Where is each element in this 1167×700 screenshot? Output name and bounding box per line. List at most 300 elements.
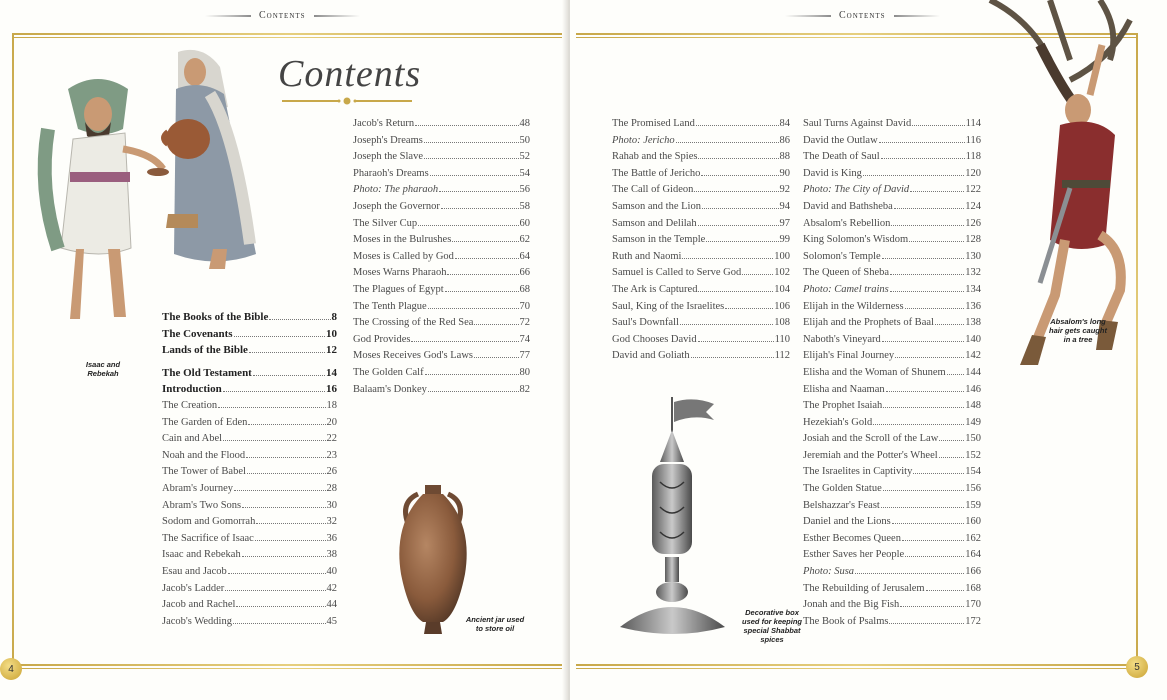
toc-entry-title: Joseph the Governor xyxy=(353,200,440,212)
toc-entry-title: Elijah in the Wilderness xyxy=(803,300,904,312)
toc-entry-page: 138 xyxy=(965,317,981,329)
toc-entry-title: Abram's Journey xyxy=(162,482,234,494)
gold-rule-bottom xyxy=(576,664,1136,666)
toc-entry-page: 38 xyxy=(326,549,337,561)
gold-rule-bottom xyxy=(14,664,562,666)
toc-leader-dots xyxy=(881,507,964,508)
toc-entry-title: The Garden of Eden xyxy=(162,416,248,428)
toc-entry-page: 126 xyxy=(965,217,981,229)
toc-entry-title: Naboth's Vineyard xyxy=(803,333,881,345)
toc-entry-page: 168 xyxy=(965,582,981,594)
toc-leader-dots xyxy=(234,336,325,337)
toc-leader-dots xyxy=(696,125,779,126)
toc-entry-page: 132 xyxy=(965,267,981,279)
toc-entry-title: Abram's Two Sons xyxy=(162,499,242,511)
toc-entry-title: Moses Warns Pharaoh xyxy=(353,267,447,279)
toc-entry xyxy=(612,118,790,135)
toc-entry-page: 120 xyxy=(965,167,981,179)
toc-leader-dots xyxy=(418,225,518,226)
toc-entry-page: 28 xyxy=(326,482,337,494)
toc-entry-title: The Golden Statue xyxy=(803,483,882,495)
toc-entry-page: 48 xyxy=(519,118,530,129)
toc-leader-dots xyxy=(441,208,519,209)
toc-entry xyxy=(612,334,790,351)
toc-entry-title: Lands of the Bible xyxy=(162,344,248,357)
toc-entry xyxy=(612,301,790,318)
toc-entry xyxy=(353,267,530,284)
toc-leader-dots xyxy=(881,158,965,159)
toc-entry xyxy=(353,135,530,152)
left-page xyxy=(0,0,568,700)
toc-entry-title: Cain and Abel xyxy=(162,433,223,445)
toc-column-4 xyxy=(803,118,981,632)
toc-entry-title: The Call of Gideon xyxy=(612,184,694,196)
toc-entry-page: 108 xyxy=(774,317,790,329)
toc-leader-dots xyxy=(894,208,964,209)
toc-entry-page: 148 xyxy=(965,400,981,412)
toc-leader-dots xyxy=(691,357,774,358)
toc-entry xyxy=(162,516,337,533)
toc-leader-dots xyxy=(900,606,964,607)
toc-entry xyxy=(803,400,981,417)
toc-entry-page: 12 xyxy=(326,344,337,357)
toc-entry-page: 140 xyxy=(965,333,981,345)
toc-entry-page: 18 xyxy=(326,399,337,411)
toc-entry-title: The Battle of Jericho xyxy=(612,167,701,179)
gold-rule-bottom-thin xyxy=(576,668,1136,669)
toc-entry-title: God Provides xyxy=(353,333,411,345)
gold-rule-side xyxy=(12,33,14,670)
toc-entry-title: The Promised Land xyxy=(612,118,695,129)
toc-entry-page: 110 xyxy=(774,333,790,345)
toc-entry xyxy=(803,384,981,401)
toc-entry xyxy=(803,516,981,533)
toc-entry-title: The Book of Psalms xyxy=(803,615,889,627)
toc-entry-title: Esther Becomes Queen xyxy=(803,532,901,544)
toc-entry-page: 152 xyxy=(965,449,981,461)
toc-entry-title: Jacob's Return xyxy=(353,118,415,129)
toc-entry xyxy=(803,583,981,600)
toc-leader-dots xyxy=(447,274,518,275)
toc-entry-title: Samson in the Temple xyxy=(612,234,706,246)
toc-leader-dots xyxy=(428,391,519,392)
toc-entry xyxy=(162,549,337,566)
toc-entry-page: 172 xyxy=(965,615,981,627)
toc-entry xyxy=(612,317,790,334)
toc-entry-title: Noah and the Flood xyxy=(162,449,246,461)
toc-leader-dots xyxy=(909,241,964,242)
toc-leader-dots xyxy=(233,623,326,624)
toc-entry-title: Elisha and the Woman of Shunem xyxy=(803,366,946,378)
toc-leader-dots xyxy=(676,142,779,143)
toc-entry xyxy=(162,500,337,517)
toc-leader-dots xyxy=(905,556,964,557)
toc-leader-dots xyxy=(895,357,964,358)
title-ornament xyxy=(282,96,412,106)
toc-entry-page: 92 xyxy=(779,184,790,196)
toc-leader-dots xyxy=(926,590,965,591)
toc-entry-title: Saul's Downfall xyxy=(612,317,679,329)
toc-entry xyxy=(612,168,790,185)
toc-entry-title: The Israelites in Captivity xyxy=(803,466,913,478)
caption-absalom: Absalom's long hair gets caught in a tree xyxy=(1049,317,1107,344)
toc-entry-title: Joseph the Slave xyxy=(353,151,423,163)
toc-entry xyxy=(803,433,981,450)
toc-entry-title: The Prophet Isaiah xyxy=(803,400,883,412)
toc-entry xyxy=(353,201,530,218)
toc-entry xyxy=(353,367,530,384)
spice-box-illustration xyxy=(610,392,735,642)
toc-leader-dots xyxy=(873,424,964,425)
toc-entry xyxy=(612,135,790,152)
toc-entry-page: 23 xyxy=(326,449,337,461)
toc-entry-title: Solomon's Temple xyxy=(803,250,881,262)
toc-leader-dots xyxy=(474,357,519,358)
toc-entry xyxy=(162,417,337,434)
toc-entry-title: The Covenants xyxy=(162,327,233,340)
toc-entry-page: 116 xyxy=(965,134,981,146)
toc-entry xyxy=(162,311,337,328)
toc-entry xyxy=(803,350,981,367)
toc-entry-title: Jacob's Wedding xyxy=(162,615,232,627)
toc-entry-title: Introduction xyxy=(162,383,222,396)
toc-entry xyxy=(353,118,530,135)
toc-column-1 xyxy=(162,311,337,632)
toc-entry-title: King Solomon's Wisdom xyxy=(803,234,909,246)
toc-entry-title: Josiah and the Scroll of the Law xyxy=(803,433,939,445)
toc-leader-dots xyxy=(223,391,325,392)
toc-leader-dots xyxy=(913,473,964,474)
toc-leader-dots xyxy=(706,241,778,242)
toc-leader-dots xyxy=(698,341,774,342)
page-title: Contents xyxy=(278,53,422,95)
toc-entry-title: The Golden Calf xyxy=(353,366,424,378)
toc-entry xyxy=(612,251,790,268)
toc-entry-title: Moses Receives God's Laws xyxy=(353,350,473,362)
toc-entry xyxy=(803,184,981,201)
running-head-left xyxy=(205,10,360,21)
toc-entry xyxy=(803,450,981,467)
toc-entry xyxy=(803,168,981,185)
toc-entry-title: Isaac and Rebekah xyxy=(162,549,241,561)
toc-leader-dots xyxy=(225,590,325,591)
toc-entry-title: Saul Turns Against David xyxy=(803,118,912,129)
toc-entry-page: 170 xyxy=(965,599,981,611)
toc-leader-dots xyxy=(218,407,325,408)
toc-leader-dots xyxy=(248,424,325,425)
toc-entry xyxy=(803,417,981,434)
toc-leader-dots xyxy=(890,291,965,292)
toc-entry xyxy=(162,400,337,417)
toc-entry-page: 164 xyxy=(965,549,981,561)
toc-entry-title: The Books of the Bible xyxy=(162,311,269,323)
toc-entry-page: 94 xyxy=(779,200,790,212)
toc-entry xyxy=(803,549,981,566)
toc-leader-dots xyxy=(415,125,518,126)
toc-entry-page: 16 xyxy=(326,383,337,396)
toc-leader-dots xyxy=(452,241,518,242)
toc-entry-title: The Queen of Sheba xyxy=(803,267,890,279)
toc-entry-page: 62 xyxy=(519,234,530,246)
toc-leader-dots xyxy=(742,274,773,275)
toc-entry-page: 60 xyxy=(519,217,530,229)
gold-rule-bottom-thin xyxy=(14,668,562,669)
toc-entry xyxy=(162,599,337,616)
toc-leader-dots xyxy=(882,341,964,342)
toc-leader-dots xyxy=(424,142,519,143)
toc-entry-page: 22 xyxy=(326,433,337,445)
toc-entry-title: Sodom and Gomorrah xyxy=(162,516,256,528)
toc-entry-page: 142 xyxy=(965,350,981,362)
page-number-right: 5 xyxy=(1126,656,1148,678)
toc-leader-dots xyxy=(242,507,325,508)
toc-entry-title: Ruth and Naomi xyxy=(612,250,682,262)
toc-entry-page: 102 xyxy=(774,267,790,279)
toc-entry-title: David is King xyxy=(803,167,862,179)
toc-entry-page: 166 xyxy=(965,566,981,578)
toc-leader-dots xyxy=(228,573,326,574)
toc-entry xyxy=(353,168,530,185)
toc-column-2 xyxy=(353,118,530,400)
toc-entry-title: The Rebuilding of Jerusalem xyxy=(803,582,925,594)
toc-entry xyxy=(353,284,530,301)
toc-entry xyxy=(162,616,337,633)
toc-entry xyxy=(803,367,981,384)
toc-entry-page: 44 xyxy=(326,599,337,611)
gold-rule-top xyxy=(14,33,562,35)
toc-leader-dots xyxy=(445,291,519,292)
toc-leader-dots xyxy=(892,523,964,524)
toc-entry xyxy=(353,334,530,351)
toc-entry xyxy=(162,583,337,600)
toc-entry xyxy=(803,234,981,251)
toc-entry-page: 154 xyxy=(965,466,981,478)
toc-entry-title: Esau and Jacob xyxy=(162,565,227,577)
toc-entry-title: Belshazzar's Feast xyxy=(803,499,880,511)
toc-entry-title: The Plagues of Egypt xyxy=(353,283,444,295)
ornament-left xyxy=(785,15,831,17)
toc-entry-title: Photo: Camel trains xyxy=(803,283,889,295)
toc-entry-page: 56 xyxy=(519,184,530,196)
caption-isaac-rebekah: Isaac and Rebekah xyxy=(85,360,121,378)
toc-column-3 xyxy=(612,118,790,367)
toc-entry xyxy=(803,566,981,583)
toc-entry-page: 32 xyxy=(326,516,337,528)
ornament-right xyxy=(314,15,360,17)
toc-entry-title: Saul, King of the Israelites xyxy=(612,300,725,312)
toc-leader-dots xyxy=(439,191,518,192)
toc-entry-title: The Ark is Captured xyxy=(612,283,698,295)
toc-leader-dots xyxy=(701,175,778,176)
toc-entry xyxy=(803,201,981,218)
toc-entry-title: Photo: Susa xyxy=(803,566,855,578)
toc-entry xyxy=(162,433,337,450)
right-page xyxy=(570,0,1167,700)
toc-entry-page: 68 xyxy=(519,283,530,295)
toc-leader-dots xyxy=(680,324,773,325)
toc-entry-page: 156 xyxy=(965,483,981,495)
toc-entry xyxy=(162,367,337,384)
toc-entry-title: David and Bathsheba xyxy=(803,200,893,212)
toc-entry-title: Photo: The City of David xyxy=(803,184,910,196)
toc-entry-page: 70 xyxy=(519,300,530,312)
toc-entry-title: Photo: The pharaoh xyxy=(353,184,439,196)
toc-entry xyxy=(803,334,981,351)
toc-entry xyxy=(612,201,790,218)
page-number-left: 4 xyxy=(0,658,22,680)
toc-entry-title: David the Outlaw xyxy=(803,134,878,146)
toc-entry xyxy=(803,500,981,517)
toc-entry-page: 72 xyxy=(519,317,530,329)
toc-entry xyxy=(353,384,530,401)
toc-leader-dots xyxy=(249,352,325,353)
toc-leader-dots xyxy=(430,175,519,176)
caption-jar: Ancient jar used to store oil xyxy=(465,615,525,633)
toc-leader-dots xyxy=(939,440,964,441)
toc-entry-title: Jacob and Rachel xyxy=(162,599,236,611)
toc-leader-dots xyxy=(910,191,964,192)
toc-entry xyxy=(353,151,530,168)
toc-leader-dots xyxy=(247,473,326,474)
toc-leader-dots xyxy=(883,407,964,408)
toc-entry-page: 114 xyxy=(965,118,981,129)
toc-entry xyxy=(803,118,981,135)
toc-leader-dots xyxy=(905,308,965,309)
toc-entry-page: 128 xyxy=(965,234,981,246)
running-head-right xyxy=(785,10,940,21)
toc-entry-title: Esther Saves her People xyxy=(803,549,905,561)
toc-entry-title: Rahab and the Spies xyxy=(612,151,698,163)
toc-entry xyxy=(612,151,790,168)
toc-leader-dots xyxy=(455,258,519,259)
toc-entry-page: 99 xyxy=(779,234,790,246)
toc-entry-page: 136 xyxy=(965,300,981,312)
toc-entry-page: 162 xyxy=(965,532,981,544)
toc-leader-dots xyxy=(698,291,773,292)
toc-leader-dots xyxy=(947,374,965,375)
toc-leader-dots xyxy=(682,258,773,259)
toc-leader-dots xyxy=(269,319,330,320)
toc-entry xyxy=(803,466,981,483)
toc-leader-dots xyxy=(474,324,518,325)
toc-entry-page: 77 xyxy=(519,350,530,362)
toc-entry xyxy=(803,483,981,500)
toc-entry-title: Balaam's Donkey xyxy=(353,383,427,395)
isaac-rebekah-illustration xyxy=(28,44,268,334)
toc-leader-dots xyxy=(702,208,779,209)
toc-leader-dots xyxy=(863,175,964,176)
toc-entry-page: 118 xyxy=(965,151,981,163)
toc-entry-page: 146 xyxy=(965,383,981,395)
caption-box: Decorative box used for keeping special Shabbat spices xyxy=(742,608,803,644)
toc-entry-title: The Tower of Babel xyxy=(162,466,246,478)
toc-entry-title: Absalom's Rebellion xyxy=(803,217,891,229)
ornament-left xyxy=(205,15,251,17)
toc-entry-title: Hezekiah's Gold xyxy=(803,416,873,428)
toc-leader-dots xyxy=(425,374,519,375)
toc-entry-title: Samuel is Called to Serve God xyxy=(612,267,742,279)
toc-entry-page: 130 xyxy=(965,250,981,262)
toc-entry-page: 58 xyxy=(519,200,530,212)
toc-entry-title: Jeremiah and the Potter's Wheel xyxy=(803,449,938,461)
toc-entry-title: The Silver Cup xyxy=(353,217,418,229)
toc-entry xyxy=(803,616,981,633)
toc-entry-page: 8 xyxy=(331,311,337,323)
toc-entry xyxy=(803,301,981,318)
toc-entry xyxy=(353,251,530,268)
toc-entry xyxy=(612,284,790,301)
toc-leader-dots xyxy=(889,623,964,624)
toc-entry xyxy=(612,234,790,251)
toc-entry-page: 106 xyxy=(774,300,790,312)
toc-leader-dots xyxy=(694,191,778,192)
toc-entry-title: Moses is Called by God xyxy=(353,250,454,262)
toc-entry-page: 50 xyxy=(519,134,530,146)
toc-entry-title: Samson and the Lion xyxy=(612,200,701,212)
toc-entry xyxy=(612,184,790,201)
toc-entry xyxy=(353,184,530,201)
toc-entry-title: Moses in the Bulrushes xyxy=(353,234,452,246)
toc-entry xyxy=(803,599,981,616)
toc-leader-dots xyxy=(424,158,519,159)
toc-entry-title: The Sacrifice of Isaac xyxy=(162,532,254,544)
toc-entry xyxy=(162,328,337,345)
toc-entry xyxy=(803,151,981,168)
toc-entry-title: Jonah and the Big Fish xyxy=(803,599,900,611)
toc-entry-page: 20 xyxy=(326,416,337,428)
toc-entry-page: 52 xyxy=(519,151,530,163)
toc-entry xyxy=(803,251,981,268)
toc-entry-page: 36 xyxy=(326,532,337,544)
toc-entry-page: 150 xyxy=(965,433,981,445)
toc-leader-dots xyxy=(890,274,964,275)
toc-entry-page: 66 xyxy=(519,267,530,279)
running-head-text: Contents xyxy=(839,10,886,21)
toc-entry-page: 30 xyxy=(326,499,337,511)
toc-entry-page: 149 xyxy=(965,416,981,428)
toc-entry-page: 122 xyxy=(965,184,981,196)
toc-entry-page: 10 xyxy=(326,327,337,340)
toc-entry xyxy=(162,466,337,483)
toc-entry-page: 86 xyxy=(779,134,790,146)
toc-entry xyxy=(803,284,981,301)
toc-entry-title: The Creation xyxy=(162,399,218,411)
toc-leader-dots xyxy=(879,142,965,143)
toc-leader-dots xyxy=(882,258,965,259)
toc-leader-dots xyxy=(236,606,325,607)
toc-entry xyxy=(162,566,337,583)
toc-entry xyxy=(803,317,981,334)
toc-leader-dots xyxy=(698,225,779,226)
toc-entry-title: The Old Testament xyxy=(162,366,252,379)
toc-leader-dots xyxy=(891,225,964,226)
toc-entry-page: 90 xyxy=(779,167,790,179)
toc-entry xyxy=(162,383,337,400)
toc-leader-dots xyxy=(411,341,518,342)
toc-entry-page: 88 xyxy=(779,151,790,163)
toc-entry-title: Elijah's Final Journey xyxy=(803,350,895,362)
toc-entry xyxy=(803,533,981,550)
toc-entry xyxy=(612,350,790,367)
toc-leader-dots xyxy=(912,125,964,126)
toc-leader-dots xyxy=(725,308,773,309)
toc-leader-dots xyxy=(886,391,965,392)
toc-entry xyxy=(162,483,337,500)
toc-entry-title: David and Goliath xyxy=(612,350,690,362)
toc-entry xyxy=(162,344,337,361)
toc-leader-dots xyxy=(256,523,325,524)
ornament-right xyxy=(894,15,940,17)
